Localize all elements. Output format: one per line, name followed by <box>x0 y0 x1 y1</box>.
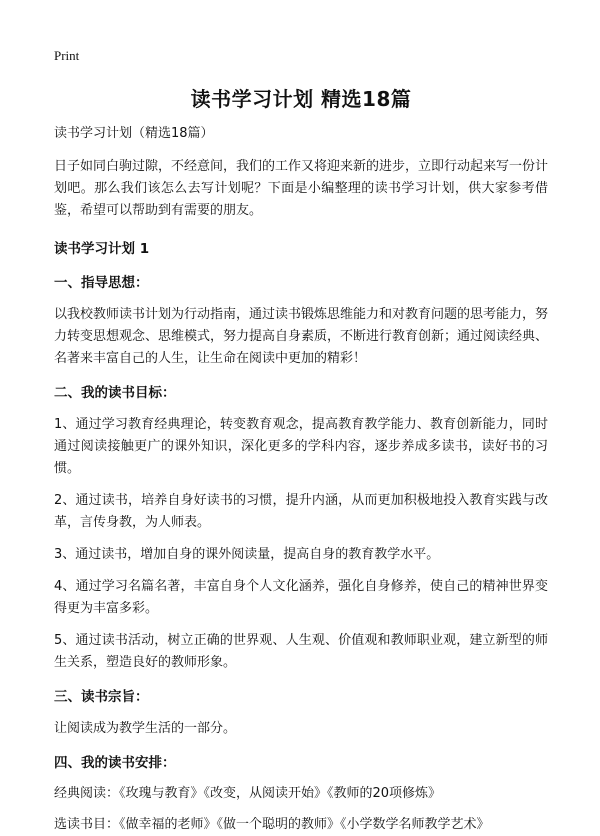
reading-goal-4: 4、通过学习名篇名著，丰富自身个人文化涵养，强化自身修养，使自己的精神世界变得更为丰富多彩。 <box>54 579 548 616</box>
guiding-thought-paragraph: 以我校教师读书计划为行动指南，通过读书锻炼思维能力和对教育问题的思考能力，努力转变思想观念、思维模式，努力提高自身素质，不断进行教育创新；通过阅读经典、名著来丰富自己的人生，让生命在阅读中更加的精彩！ <box>54 307 549 366</box>
reading-goal-2: 2、通过读书，培养自身好读书的习惯，提升内涵，从而更加积极地投入教育实践与改革，言传身教，为人师表。 <box>54 493 548 530</box>
classic-reading-list: 经典阅读：《玫瑰与教育》《改变，从阅读开始》《教师的20项修炼》 <box>54 786 442 801</box>
reading-goal-1: 1、通过学习教育经典理论，转变教育观念，提高教育教学能力、教育创新能力，同时通过阅读接触更广的课外知识，深化更多的学科内容，逐步养成多读书，读好书的习惯。 <box>54 417 548 476</box>
reading-purpose-paragraph: 让阅读成为教学生活的一部分。 <box>54 721 237 736</box>
selected-reading-list: 选读书目：《做幸福的老师》《做一个聪明的教师》《小学数学名师教学艺术》 <box>54 817 490 832</box>
section-heading-reading-schedule: 四、我的读书安排： <box>54 755 176 771</box>
reading-goal-5: 5、通过读书活动，树立正确的世界观、人生观、价值观和教师职业观，建立新型的师生关系，塑造良好的教师形象。 <box>54 633 548 670</box>
document-title: 读书学习计划 精选18篇 <box>190 87 412 111</box>
section-heading-reading-goals: 二、我的读书目标： <box>54 385 176 401</box>
plan-heading: 读书学习计划 1 <box>54 241 150 257</box>
reading-goal-3: 3、通过读书，增加自身的课外阅读量，提高自身的教育教学水平。 <box>54 547 440 562</box>
print-label: Print <box>54 48 80 63</box>
intro-paragraph: 日子如同白驹过隙，不经意间，我们的工作又将迎来新的进步，立即行动起来写一份计划吧。那么我们该怎么去写计划呢？下面是小编整理的读书学习计划，供大家参考借鉴，希望可以帮助到有需要的朋友。 <box>54 159 549 218</box>
section-heading-reading-purpose: 三、读书宗旨： <box>54 689 149 705</box>
section-heading-guiding-thought: 一、指导思想： <box>54 275 149 291</box>
document-subtitle: 读书学习计划（精选18篇） <box>54 126 214 141</box>
